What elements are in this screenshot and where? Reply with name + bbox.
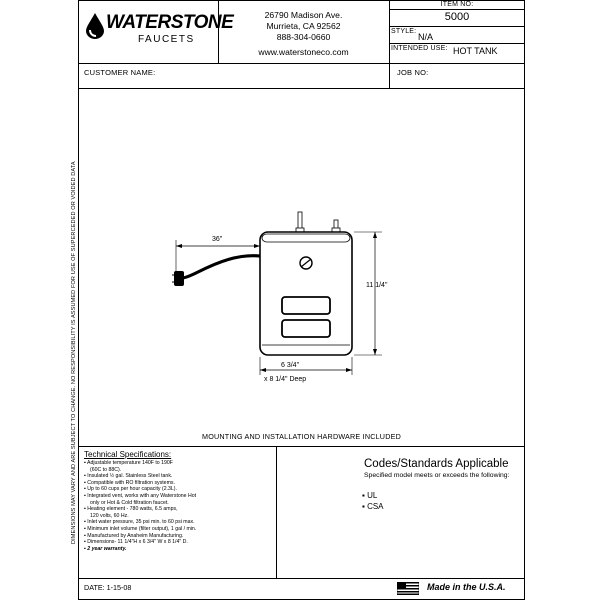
spec-item: ▪ 2 year warranty. (84, 545, 127, 552)
spec-item: ▪ Heating element - 780 watts, 6.5 amps, (84, 506, 178, 513)
spec-item: ▪ Manufactured by Anaheim Manufacturing. (84, 532, 184, 539)
customer-row-rule (78, 88, 525, 89)
codes-item: ▪ CSA (362, 502, 384, 511)
mounting-note: MOUNTING AND INSTALLATION HARDWARE INCLUDED (202, 432, 401, 441)
spec-list (84, 460, 274, 552)
address-block (218, 10, 389, 43)
side-disclaimer: DIMENSIONS MAY VARY AND ARE SUBJECT TO CHANGE. NO RESPONSIBILITY IS ASSUMED FOR USE OF SUPERCEDED OR VOIDED DATA (71, 161, 77, 544)
codes-subtitle: Specified model meets or exceeds the following: (364, 472, 510, 479)
brand-sub: FAUCETS (138, 34, 195, 45)
spec-item: ▪ Insulated ½ gal. Stainless Steel tank. (84, 473, 173, 480)
address-line1: 26790 Madison Ave. (264, 10, 343, 20)
website-link[interactable]: www.waterstoneco.com (258, 47, 349, 57)
spec-item: ▪ Minimum inlet volume (filter output), 1 gal / min. (84, 525, 197, 532)
cord-length-label: 36" (212, 236, 223, 243)
height-dimension-label: 11 1/4" (366, 282, 388, 289)
spec-section-top-rule (78, 446, 525, 447)
codes-list (362, 490, 384, 512)
made-in-usa: Made in the U.S.A. (427, 582, 506, 592)
width-dimension-label: 6 3/4" (281, 362, 300, 369)
spec-item: ▪ Up to 60 cups per hour capacity (2.3L). (84, 486, 177, 493)
brand-name: WATERSTONE (106, 12, 234, 33)
footer-top-rule (78, 578, 525, 579)
spec-item: ▪ Integrated vent, works with any Waterstone Hot (84, 492, 197, 499)
spec-item: ▪ Inlet water pressure, 35 psi min. to 60 psi max. (84, 519, 195, 526)
spec-item: ▪ Adjustable temperature 140F to 190F (84, 460, 173, 466)
intended-use-value: HOT TANK (453, 46, 498, 56)
address-line2: Murrieta, CA 92562 (266, 21, 341, 31)
style-label: STYLE: (391, 28, 417, 35)
spec-item: only or Hot & Cold filtration faucet. (90, 499, 169, 506)
spec-title: Technical Specifications: (84, 450, 172, 459)
intended-use-label: INTENDED USE: (391, 45, 448, 52)
spec-item: ▪ Dimensions- 11 1/4"H x 6 3/4" W x 8 1/4" D. (84, 539, 188, 546)
spec-item: ▪ Compatible with RO filtration systems. (84, 479, 175, 486)
tank-panel-lower (282, 320, 330, 337)
waterstone-logo (84, 10, 234, 50)
power-cord (182, 256, 260, 278)
spec-item: 120 volts, 60 Hz. (90, 512, 129, 519)
usa-flag-icon (397, 582, 419, 595)
style-rule (389, 43, 525, 44)
spec-item: (60C to 88C). (90, 466, 122, 473)
item-value-rule (389, 26, 525, 27)
power-plug (174, 271, 184, 286)
codes-item: ▪ UL (362, 491, 378, 500)
depth-dimension-label: x 8 1/4" Deep (264, 376, 307, 383)
phone-number: 888-304-0660 (276, 32, 331, 42)
codes-title: Codes/Standards Applicable (364, 458, 509, 470)
water-drop-icon (84, 12, 106, 40)
footer-date: DATE: 1-15-08 (84, 583, 132, 592)
item-label-rule (389, 9, 525, 10)
job-no-label: JOB NO: (397, 68, 429, 77)
spec-section-divider (276, 446, 277, 578)
item-no-value: 5000 (444, 11, 470, 23)
header-bottom-rule (78, 63, 525, 64)
style-value: N/A (418, 32, 434, 42)
item-no-label: ITEM NO: (440, 1, 474, 8)
customer-name-label: CUSTOMER NAME: (84, 68, 156, 77)
tank-panel-upper (282, 297, 330, 314)
hot-tank-drawing (78, 150, 525, 430)
